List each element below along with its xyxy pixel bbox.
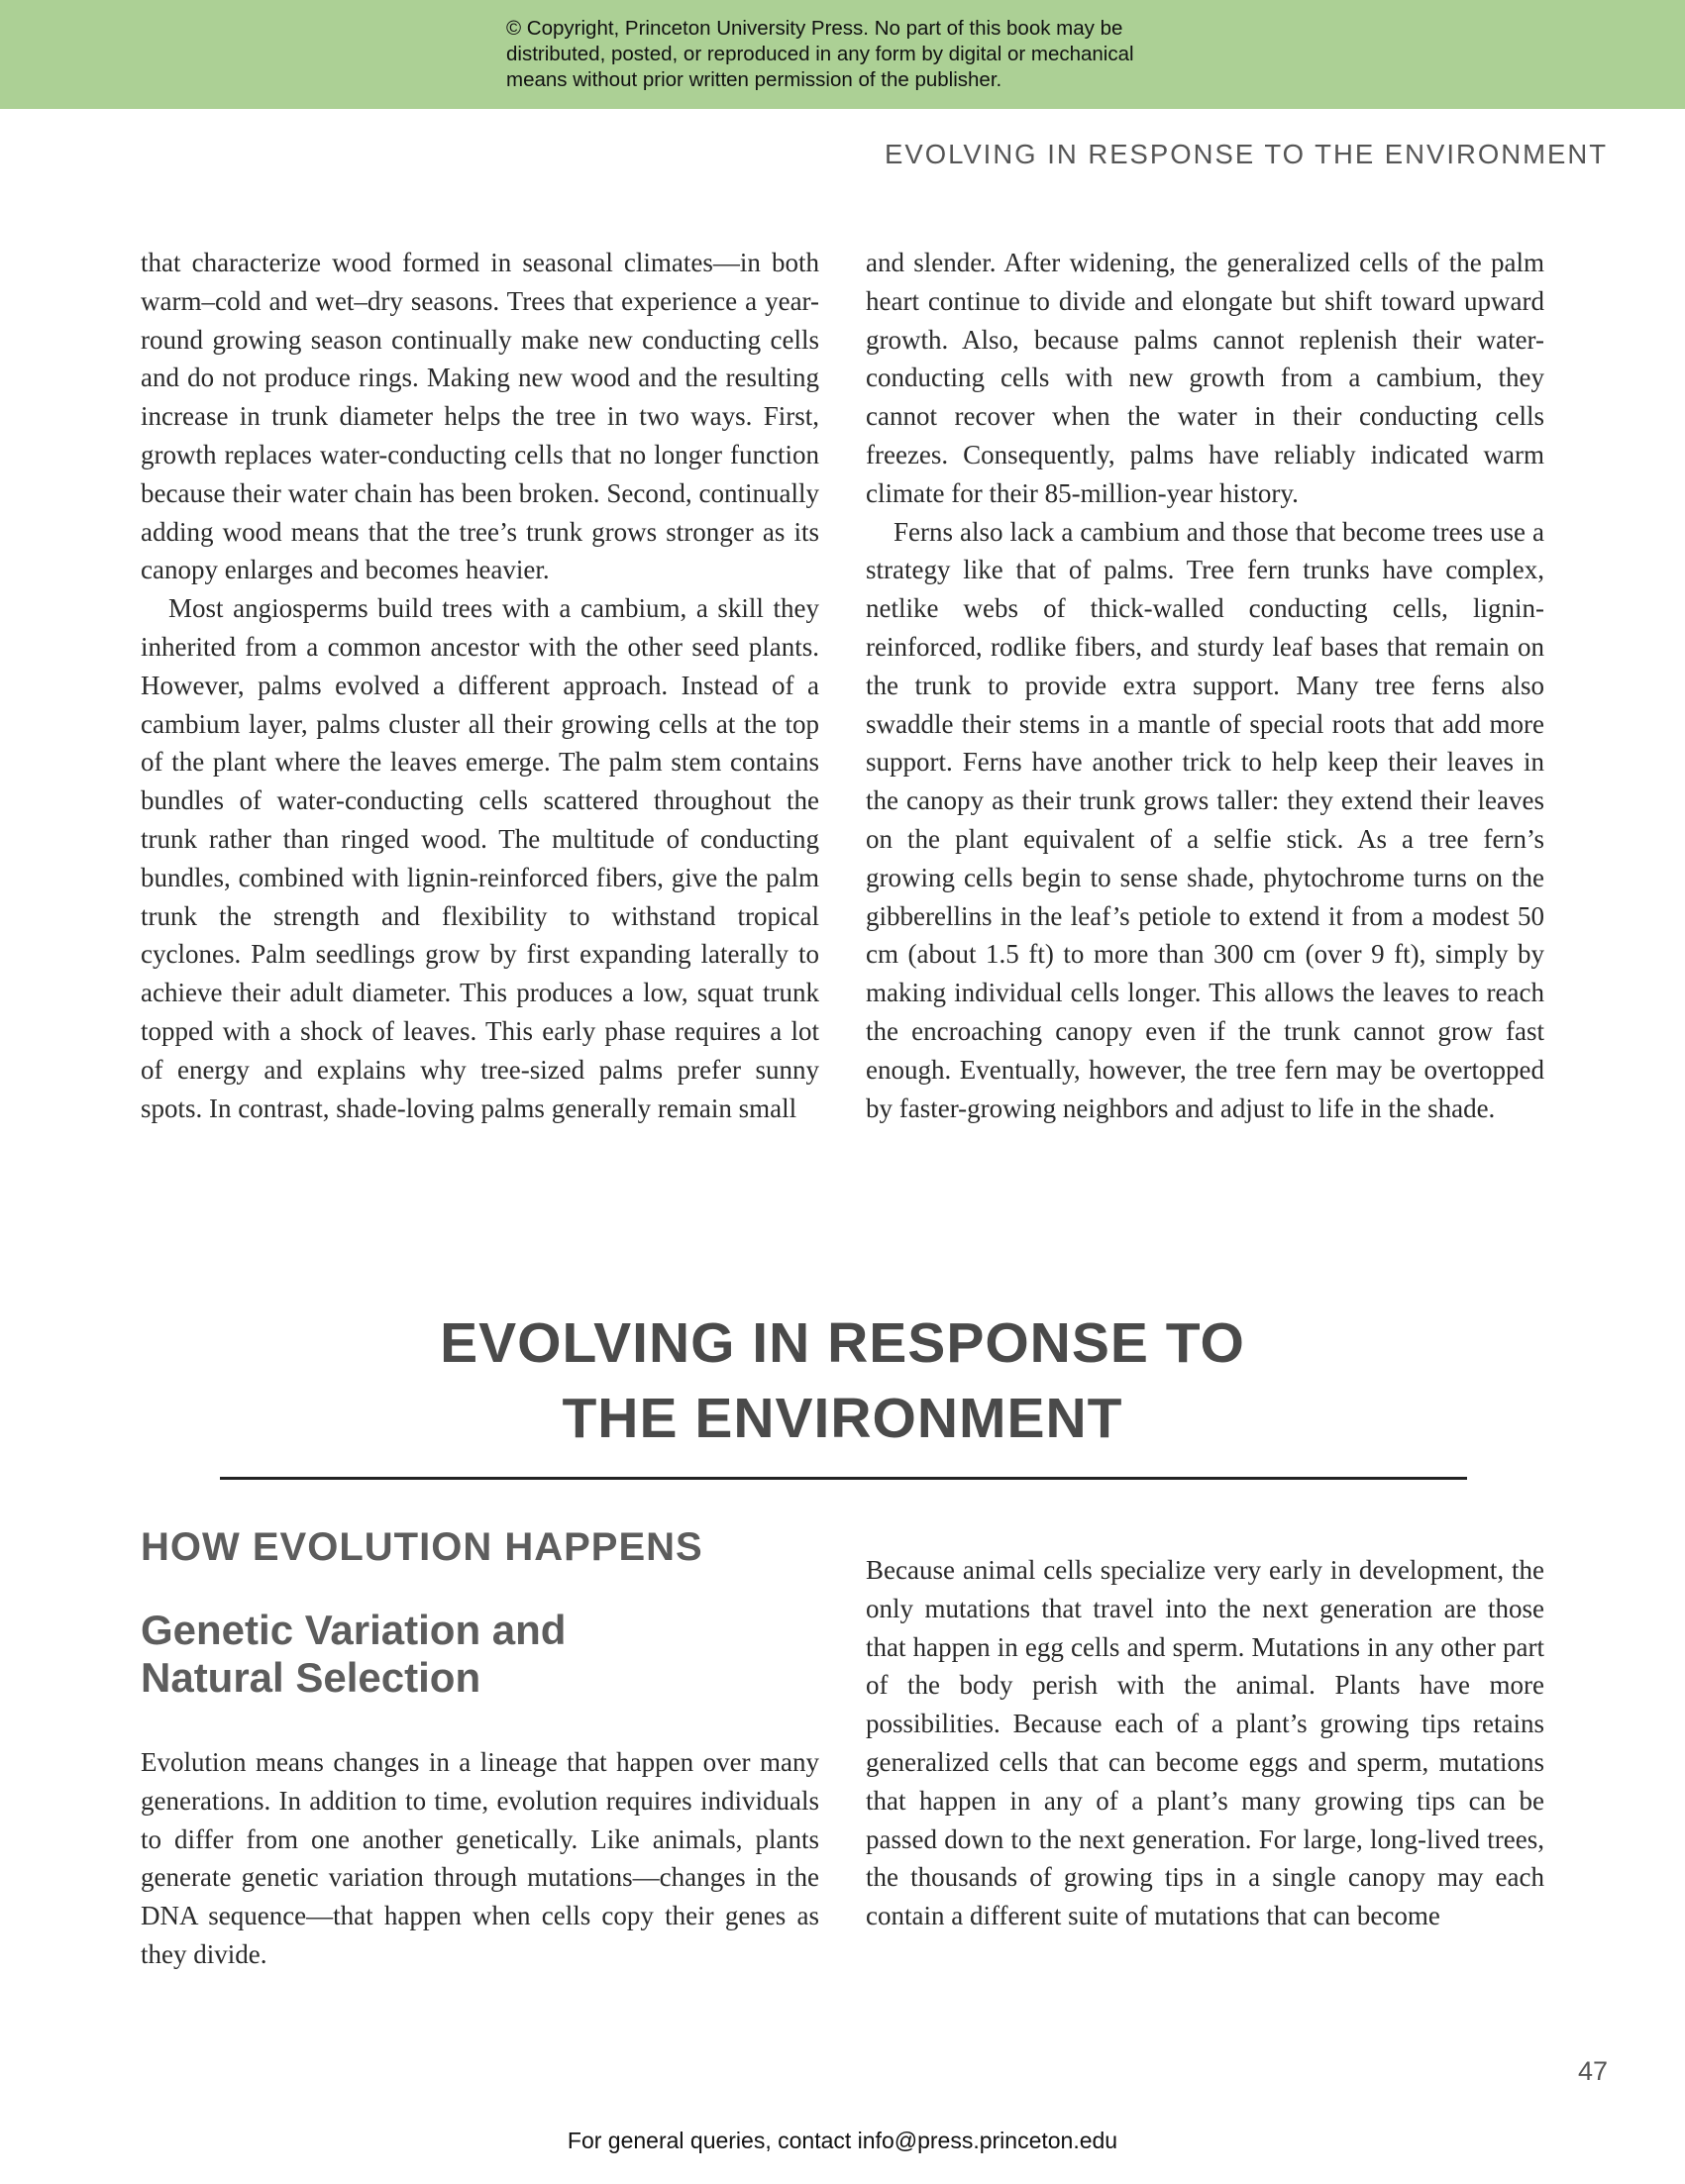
copyright-line-1: © Copyright, Princeton University Press. No part of this book may be <box>506 17 1123 40</box>
paragraph: that characterize wood formed in seasonal climates—in both warm–cold and wet–dry seasons. Trees that experience a year-round growing season continually make new conducting cells and do not produce rings. Making new wood and the resulting increase in trunk diameter helps the tree in two ways. First, growth replaces water-conducting cells that no longer function because their water chain has been broken. Second, continually adding wood means that the tree’s trunk grows stronger as its canopy enlarges and becomes heavier. <box>141 248 819 585</box>
paragraph: and slender. After widening, the generalized cells of the palm heart continue to divide and elongate but shift toward upward growth. Also, because palms cannot replenish their water-conducting cells with new growth from a cambium, they cannot recover when the water in their conducting cells freezes. Consequently, palms have reliably indicated warm climate for their 85-million-year history. <box>866 248 1544 508</box>
running-head: EVOLVING IN RESPONSE TO THE ENVIRONMENT <box>885 139 1608 169</box>
bottom-left-column <box>141 1743 819 1974</box>
subsection-heading: HOW EVOLUTION HAPPENS <box>141 1525 703 1569</box>
section-title-line-1: EVOLVING IN RESPONSE TO <box>440 1311 1245 1375</box>
subsubsection-heading-line-2: Natural Selection <box>141 1654 481 1701</box>
subsubsection-heading-line-1: Genetic Variation and <box>141 1607 567 1653</box>
paragraph: Ferns also lack a cambium and those that become trees use a strategy like that of palms. Tree fern trunks have complex, netlike webs of thick-walled conducting cells, lignin-reinforced, rodlike fibers, and sturdy leaf bases that remain on the trunk to provide extra support. Many tree ferns also swaddle their stems in a mantle of special roots that add more support. Ferns have another trick to help keep their leaves in the canopy as their trunk grows taller: they extend their leaves on the plant equivalent of a selfie stick. As a tree fern’s growing cells begin to sense shade, phytochrome turns on the gibberellins in the leaf’s petiole to extend it from a modest 50 cm (about 1.5 ft) to more than 300 cm (over 9 ft), simply by making individual cells longer. This allows the leaves to reach the encroaching canopy even if the trunk cannot grow fast enough. Eventually, however, the tree fern may be overtopped by faster-growing neighbors and adjust to life in the shade. <box>866 516 1544 1123</box>
copyright-line-2: distributed, posted, or reproduced in any form by digital or mechanical <box>506 43 1134 65</box>
copyright-notice <box>506 16 1259 93</box>
section-title-line-2: THE ENVIRONMENT <box>562 1387 1123 1450</box>
bottom-right-column <box>866 1551 1544 1935</box>
page-number: 47 <box>1577 2056 1608 2086</box>
paragraph: Because animal cells specialize very early in development, the only mutations that travel into the next generation are those that happen in egg cells and sperm. Mutations in any other part of the body perish with the animal. Plants have more possibilities. Because each of a plant’s growing tips retains generalized cells that can become eggs and sperm, mutations that happen in any of a plant’s many growing tips can be passed down to the next generation. For large, long-lived trees, the thousands of growing tips in a single canopy may each contain a different suite of mutations that can become <box>866 1555 1544 1931</box>
paragraph: Evolution means changes in a lineage that happen over many generations. In addition to time, evolution requires individuals to differ from one another genetically. Like animals, plants generate genetic variation through mutations—changes in the DNA sequence—that happen when cells copy their genes as they divide. <box>141 1747 819 1969</box>
copyright-banner <box>0 0 1685 109</box>
copyright-line-3: means without prior written permission of the publisher. <box>506 68 1002 91</box>
top-left-column <box>141 244 819 1127</box>
subsubsection-heading <box>141 1607 695 1702</box>
footer-contact: For general queries, contact info@press.princeton.edu <box>567 2128 1118 2153</box>
section-title <box>149 1305 1536 1456</box>
section-divider <box>220 1477 1467 1480</box>
top-right-column <box>866 244 1544 1127</box>
paragraph: Most angiosperms build trees with a cambium, a skill they inherited from a common ancestor with the other seed plants. However, palms evolved a different approach. Instead of a cambium layer, palms cluster all their growing cells at the top of the plant where the leaves emerge. The palm stem contains bundles of water-conducting cells scattered throughout the trunk rather than ringed wood. The multitude of conducting bundles, combined with lignin-reinforced fibers, give the palm trunk the strength and flexibility to withstand tropical cyclones. Palm seedlings grow by first expanding laterally to achieve their adult diameter. This produces a low, squat trunk topped with a shock of leaves. This early phase requires a lot of energy and explains why tree-sized palms prefer sunny spots. In contrast, shade-loving palms generally remain small <box>141 593 819 1123</box>
